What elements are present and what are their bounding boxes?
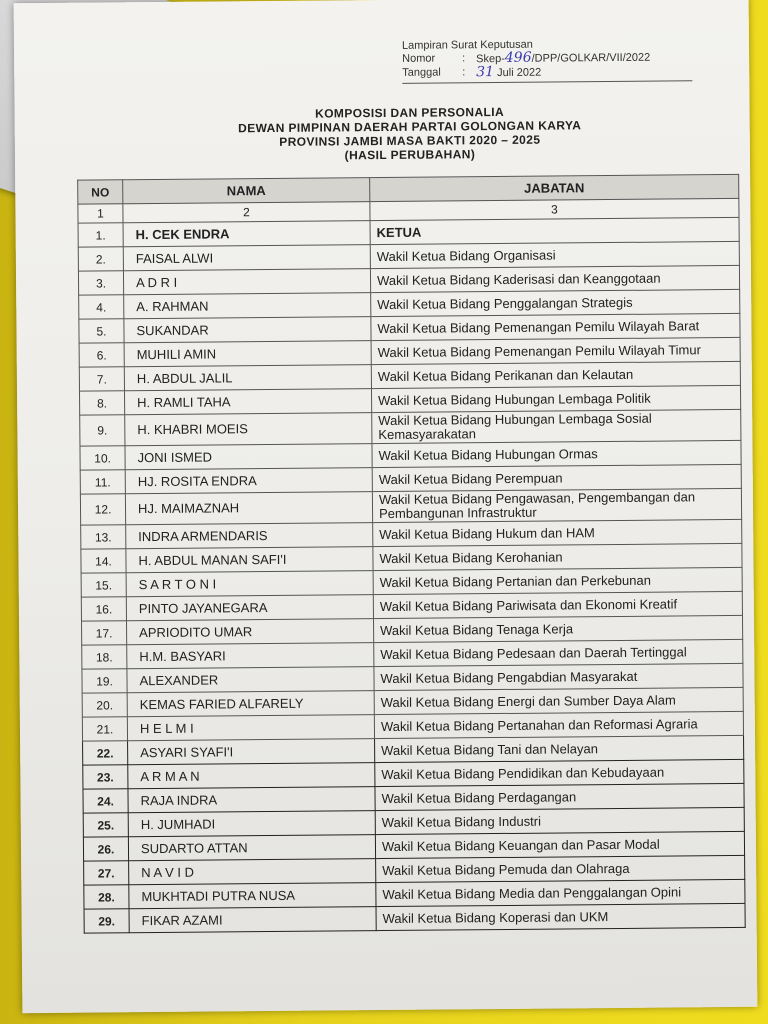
row-no: 10. <box>80 446 125 470</box>
row-no: 5. <box>79 319 124 343</box>
tanggal-label: Tanggal <box>402 66 441 79</box>
row-no: 24. <box>83 789 128 813</box>
header-no: NO <box>78 180 123 204</box>
row-no: 14. <box>81 549 126 573</box>
row-no: 29. <box>84 909 129 933</box>
row-jabatan: Wakil Ketua Bidang Keuangan dan Pasar Modal <box>375 831 744 858</box>
row-jabatan: Wakil Ketua Bidang Media dan Penggalangan Opini <box>376 879 745 906</box>
title-line-2: DEWAN PIMPINAN DAERAH PARTAI GOLONGAN KARYA <box>238 118 582 136</box>
row-nama: HJ. MAIMAZNAH <box>125 492 372 525</box>
row-nama: JONI ISMED <box>125 444 372 470</box>
nomor-handwritten: 496 <box>504 49 532 66</box>
row-no: 25. <box>83 813 128 837</box>
row-jabatan: Wakil Ketua Bidang Kerohanian <box>373 543 742 570</box>
title-line-1: KOMPOSISI DAN PERSONALIA <box>315 104 505 121</box>
table-row <box>84 903 745 933</box>
row-no: 13. <box>81 525 126 549</box>
row-no: 23. <box>83 765 128 789</box>
row-jabatan: Wakil Ketua Bidang Pedesaan dan Daerah Tertinggal <box>374 639 743 666</box>
row-no: 2. <box>78 247 123 271</box>
row-nama: FAISAL ALWI <box>123 245 370 271</box>
row-no: 27. <box>84 861 129 885</box>
nomor-prefix: Skep- <box>476 52 505 66</box>
row-jabatan: Wakil Ketua Bidang Pengabdian Masyarakat <box>374 663 743 690</box>
row-jabatan: KETUA <box>370 217 739 244</box>
row-jabatan: Wakil Ketua Bidang Pemuda dan Olahraga <box>376 855 745 882</box>
row-nama: S A R T O N I <box>126 571 373 597</box>
row-nama: H. RAMLI TAHA <box>124 389 371 415</box>
row-no: 20. <box>82 693 127 717</box>
colnum-no: 1 <box>78 204 123 223</box>
tanggal-row <box>402 64 702 81</box>
row-nama: HJ. ROSITA ENDRA <box>125 468 372 494</box>
row-no: 4. <box>79 295 124 319</box>
row-nama: H. CEK ENDRA <box>123 221 370 247</box>
row-jabatan: Wakil Ketua Bidang Pendidikan dan Kebudayaan <box>375 759 744 786</box>
lampiran-label: Lampiran Surat Keputusan <box>401 38 533 52</box>
row-nama: H. ABDUL MANAN SAFI'I <box>126 547 373 573</box>
tanggal-separator: : <box>462 66 466 79</box>
row-no: 15. <box>81 573 126 597</box>
tanggal-value <box>476 64 702 80</box>
row-no: 28. <box>84 885 129 909</box>
row-nama: ALEXANDER <box>127 667 374 693</box>
nomor-separator: : <box>462 52 466 65</box>
nomor-suffix: /DPP/GOLKAR/VII/2022 <box>531 51 651 65</box>
row-no: 22. <box>83 741 128 765</box>
row-jabatan: Wakil Ketua Bidang Penggalangan Strategis <box>371 289 740 316</box>
lampiran-underline <box>402 80 692 84</box>
personnel-table <box>77 174 746 934</box>
row-nama: H. KHABRI MOEIS <box>125 413 372 446</box>
row-nama: A R M A N <box>128 763 375 789</box>
row-jabatan: Wakil Ketua Bidang Perikanan dan Kelautan <box>371 361 740 388</box>
row-no: 19. <box>82 669 127 693</box>
row-jabatan: Wakil Ketua Bidang Hubungan Lembaga Politik <box>371 385 740 412</box>
table-body <box>78 217 745 933</box>
row-nama: H. JUMHADI <box>128 811 375 837</box>
row-nama: A D R I <box>123 269 370 295</box>
tanggal-suffix: Juli 2022 <box>497 66 542 80</box>
row-jabatan: Wakil Ketua Bidang Hukum dan HAM <box>373 519 742 546</box>
row-nama: ASYARI SYAFI'I <box>128 739 375 765</box>
row-jabatan: Wakil Ketua Bidang Pengawasan, Pengembangan dan Pembangunan Infrastruktur <box>372 488 741 522</box>
row-nama: FIKAR AZAMI <box>129 907 376 933</box>
row-no: 11. <box>80 470 125 494</box>
row-jabatan: Wakil Ketua Bidang Koperasi dan UKM <box>376 903 745 930</box>
row-nama: PINTO JAYANEGARA <box>126 595 373 621</box>
row-jabatan: Wakil Ketua Bidang Pemenangan Pemilu Wilayah Timur <box>371 337 740 364</box>
title-line-3: PROVINSI JAMBI MASA BAKTI 2020 – 2025 <box>279 132 541 149</box>
row-no: 26. <box>83 837 128 861</box>
title-line-4: (HASIL PERUBAHAN) <box>344 147 476 163</box>
row-nama: N A V I D <box>129 859 376 885</box>
row-jabatan: Wakil Ketua Bidang Pertanahan dan Reformasi Agraria <box>374 711 743 738</box>
row-no: 1. <box>78 223 123 247</box>
row-jabatan: Wakil Ketua Bidang Industri <box>375 807 744 834</box>
row-nama: APRIODITO UMAR <box>127 619 374 645</box>
row-jabatan: Wakil Ketua Bidang Kaderisasi dan Keanggotaan <box>370 265 739 292</box>
row-jabatan: Wakil Ketua Bidang Pemenangan Pemilu Wilayah Barat <box>371 313 740 340</box>
row-no: 12. <box>80 494 125 525</box>
document-title <box>165 104 655 164</box>
row-nama: RAJA INDRA <box>128 787 375 813</box>
row-no: 18. <box>82 645 127 669</box>
row-nama: SUDARTO ATTAN <box>128 835 375 861</box>
row-no: 16. <box>81 597 126 621</box>
row-nama: KEMAS FARIED ALFARELY <box>127 691 374 717</box>
tanggal-handwritten: 31 <box>476 64 495 81</box>
row-nama: SUKANDAR <box>124 317 371 343</box>
row-jabatan: Wakil Ketua Bidang Organisasi <box>370 241 739 268</box>
row-nama: MUKHTADI PUTRA NUSA <box>129 883 376 909</box>
row-no: 21. <box>82 717 127 741</box>
row-nama: H E L M I <box>127 715 374 741</box>
row-no: 3. <box>78 271 123 295</box>
row-no: 17. <box>82 621 127 645</box>
row-nama: MUHILI AMIN <box>124 341 371 367</box>
row-nama: H.M. BASYARI <box>127 643 374 669</box>
row-jabatan: Wakil Ketua Bidang Perdagangan <box>375 783 744 810</box>
row-no: 8. <box>79 391 124 415</box>
row-jabatan: Wakil Ketua Bidang Hubungan Lembaga Sosial Kemasyarakatan <box>372 409 741 443</box>
colnum-jabatan: 3 <box>370 198 739 220</box>
row-jabatan: Wakil Ketua Bidang Tenaga Kerja <box>373 615 742 642</box>
header-nama: NAMA <box>123 178 370 204</box>
document-page <box>14 0 758 1013</box>
row-no: 6. <box>79 343 124 367</box>
row-jabatan: Wakil Ketua Bidang Pertanian dan Perkebunan <box>373 567 742 594</box>
row-no: 7. <box>79 367 124 391</box>
colnum-nama: 2 <box>123 202 370 223</box>
lampiran-block <box>402 37 702 84</box>
row-jabatan: Wakil Ketua Bidang Perempuan <box>372 464 741 491</box>
row-nama: INDRA ARMENDARIS <box>126 523 373 549</box>
row-jabatan: Wakil Ketua Bidang Tani dan Nelayan <box>375 735 744 762</box>
nomor-label: Nomor <box>402 52 436 65</box>
row-jabatan: Wakil Ketua Bidang Energi dan Sumber Daya Alam <box>374 687 743 714</box>
row-nama: A. RAHMAN <box>124 293 371 319</box>
row-jabatan: Wakil Ketua Bidang Hubungan Ormas <box>372 440 741 467</box>
row-jabatan: Wakil Ketua Bidang Pariwisata dan Ekonomi Kreatif <box>373 591 742 618</box>
row-no: 9. <box>80 415 125 446</box>
row-nama: H. ABDUL JALIL <box>124 365 371 391</box>
header-jabatan: JABATAN <box>370 174 739 201</box>
